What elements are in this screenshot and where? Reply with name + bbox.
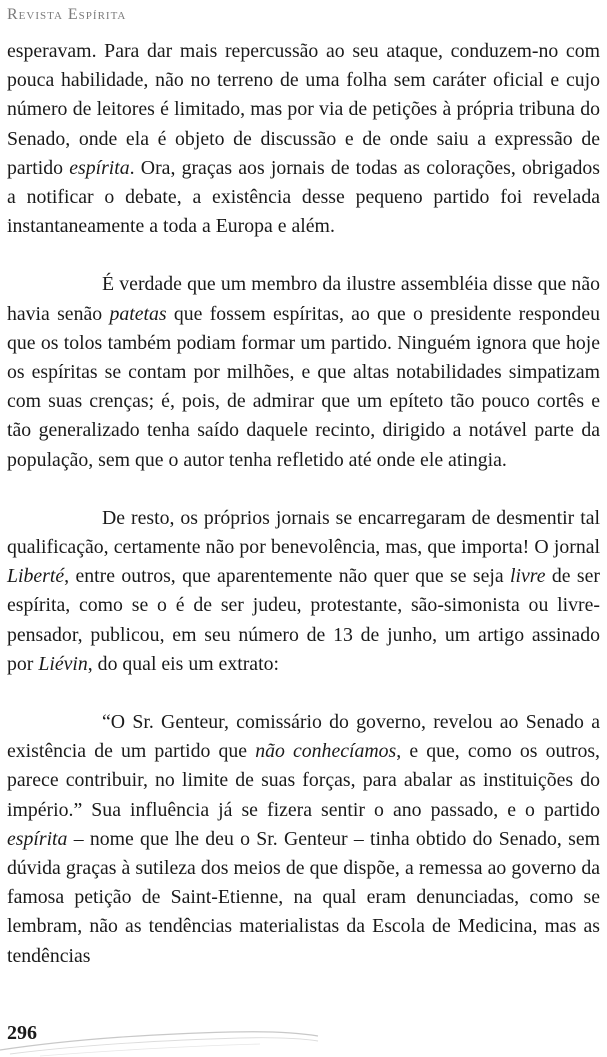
running-header: Revista Espírita [7, 6, 127, 23]
paragraph-2: É verdade que um membro da ilustre assembléia disse que não havia senão patetas que fossem espíritas, ao que o presidente respondeu que os tolos também podiam formar um partido. Ninguém ignora que hoje os espíritas se contam por milhões, e que altas notabilidades simpatizam com suas crenças; é, pois, de admirar que um epíteto tão pouco cortês e tão generalizado tenha saído daquele recinto, dirigido a notável parte da população, sem que o autor tenha refletido até onde ele atingia. [7, 273, 600, 471]
page-number: 296 [7, 1022, 37, 1044]
body-text [7, 37, 600, 971]
paragraph-1: esperavam. Para dar mais repercussão ao seu ataque, conduzem-no com pouca habilidade, não no terreno de uma folha sem caráter oficial e cujo número de leitores é limitado, mas por via de petições à própria tribuna do Senado, onde ela é objeto de discussão e de onde saiu a expressão de partido espírita. Ora, graças aos jornais de todas as colorações, obrigados a notificar o debate, a existência desse pequeno partido foi revelada instantaneamente a toda a Europa e além. [7, 40, 600, 238]
decorative-swoosh-icon [0, 1028, 320, 1057]
paragraph-3: De resto, os próprios jornais se encarregaram de desmentir tal qualificação, certamente não por benevolência, mas, que importa! O jornal Liberté, entre outros, que aparentemente não quer que se seja livre de ser espírita, como se o é de ser judeu, protestante, são-simonista ou livre-pensador, publicou, em seu número de 13 de junho, um artigo assinado por Liévin, do qual eis um extrato: [7, 506, 600, 675]
paragraph-4: “O Sr. Genteur, comissário do governo, revelou ao Senado a existência de um partido que não conhecíamos, e que, como os outros, parece contribuir, no limite de suas forças, para abalar as instituições do império.” Sua influência já se fizera sentir o ano passado, e o partido espírita – nome que lhe deu o Sr. Genteur – tinha obtido do Senado, sem dúvida graças à sutileza dos meios de que dispõe, a remessa ao governo da famosa petição de Saint-Etienne, na qual eram denunciadas, como se lembram, não as tendências materialistas da Escola de Medicina, mas as tendências [7, 711, 600, 967]
